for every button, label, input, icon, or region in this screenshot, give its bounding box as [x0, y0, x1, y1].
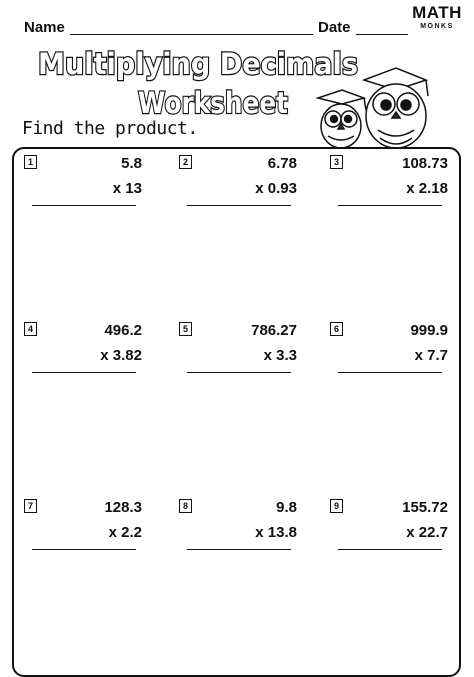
problem-4	[24, 322, 164, 402]
multiplier: x 2.18	[406, 180, 448, 197]
answer-line[interactable]	[338, 205, 442, 206]
problem-number: 9	[330, 499, 343, 513]
problem-3	[330, 155, 470, 235]
date-label: Date	[318, 19, 351, 36]
multiplier: x 13	[112, 180, 142, 197]
problem-number: 2	[179, 155, 192, 169]
multiplicand: 5.8	[121, 155, 142, 172]
multiplier: x 7.7	[414, 347, 448, 364]
multiplier: x 3.3	[263, 347, 297, 364]
problem-number: 7	[24, 499, 37, 513]
logo-text-bottom: MONKS	[420, 23, 454, 30]
multiplier: x 3.82	[100, 347, 142, 364]
answer-line[interactable]	[32, 372, 136, 373]
problem-6	[330, 322, 470, 402]
problem-number: 4	[24, 322, 37, 336]
answer-line[interactable]	[187, 549, 291, 550]
name-label: Name	[24, 19, 65, 36]
problem-7	[24, 499, 164, 579]
problem-8	[179, 499, 319, 579]
problem-number: 8	[179, 499, 192, 513]
answer-line[interactable]	[338, 372, 442, 373]
answer-line[interactable]	[32, 205, 136, 206]
problem-number: 1	[24, 155, 37, 169]
answer-line[interactable]	[187, 372, 291, 373]
problem-number: 5	[179, 322, 192, 336]
title-line-2: Worksheet	[138, 86, 289, 120]
instruction-text: Find the product.	[22, 118, 198, 139]
multiplicand: 786.27	[251, 322, 297, 339]
multiplicand: 6.78	[267, 155, 297, 172]
multiplier: x 2.2	[108, 524, 142, 541]
title-line-1: Multiplying Decimals	[38, 47, 358, 81]
problem-number: 3	[330, 155, 343, 169]
multiplicand: 108.73	[402, 155, 448, 172]
multiplicand: 496.2	[104, 322, 142, 339]
problem-2	[179, 155, 319, 235]
problem-9	[330, 499, 470, 579]
answer-line[interactable]	[32, 549, 136, 550]
multiplicand: 999.9	[410, 322, 448, 339]
multiplicand: 128.3	[104, 499, 142, 516]
answer-line[interactable]	[338, 549, 442, 550]
answer-line[interactable]	[187, 205, 291, 206]
multiplier: x 22.7	[406, 524, 448, 541]
logo-text-top: MATH	[412, 3, 462, 22]
multiplier: x 13.8	[255, 524, 297, 541]
owls-graduation-icon	[310, 64, 440, 150]
problem-1	[24, 155, 164, 235]
multiplicand: 155.72	[402, 499, 448, 516]
problem-number: 6	[330, 322, 343, 336]
multiplier: x 0.93	[255, 180, 297, 197]
problem-5	[179, 322, 319, 402]
multiplicand: 9.8	[276, 499, 297, 516]
